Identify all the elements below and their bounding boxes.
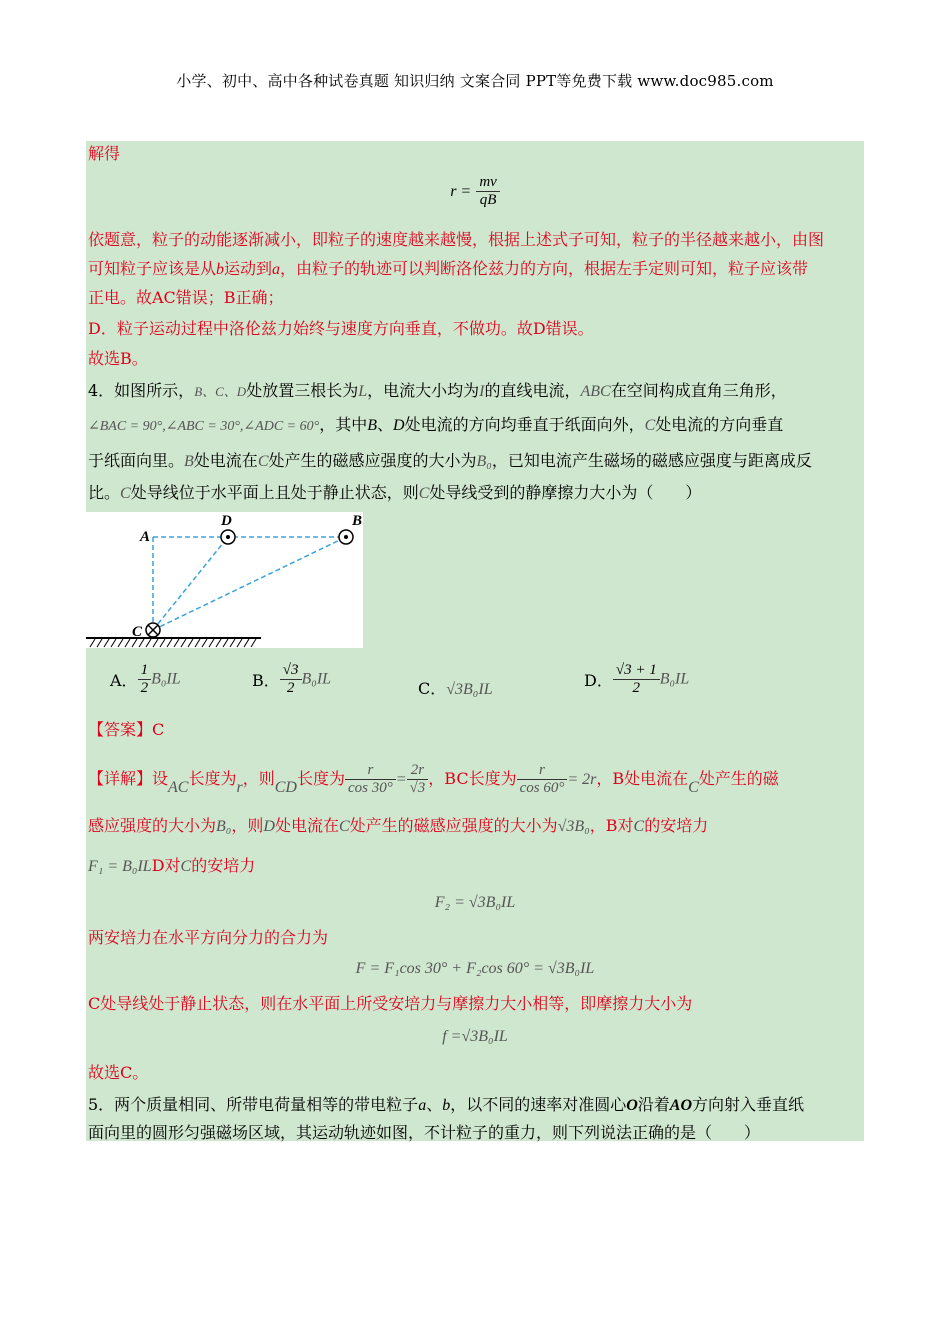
option-a-tail: B₀IL xyxy=(151,670,181,688)
line-cd xyxy=(153,537,228,630)
sol3-line2 xyxy=(88,258,808,281)
q5-line1 xyxy=(88,1094,804,1117)
option-b-num: √3 xyxy=(282,662,299,678)
q4-line4 xyxy=(88,482,701,505)
current-dot-d xyxy=(226,535,230,539)
q4-line2 xyxy=(88,414,783,438)
q4-var: L xyxy=(358,383,368,400)
q4-text: 处导线受到的静摩擦力大小为（ ） xyxy=(429,483,702,502)
q4-text: 比。 xyxy=(88,483,121,502)
detail-text: 处产生的磁 xyxy=(698,769,779,788)
option-b-label: B． xyxy=(252,671,280,690)
sol3-line1: 依题意，粒子的动能逐渐减小，即粒子的速度越来越慢，根据上述式子可知，粒子的半径越来越小，由图 xyxy=(88,230,825,249)
detail-var: B₀ xyxy=(216,818,232,835)
q5-text: 方向射入垂直纸 xyxy=(692,1095,805,1114)
detail-text: ，B处电流在 xyxy=(596,769,689,788)
formula-r-num: mv xyxy=(479,174,497,190)
label-b: B xyxy=(352,513,363,529)
ground-hatch xyxy=(86,636,266,648)
frac-den: cos 30° xyxy=(345,779,396,797)
option-b[interactable] xyxy=(252,662,331,697)
option-b-frac xyxy=(280,662,302,697)
option-a-frac xyxy=(138,662,152,697)
q4-var: C xyxy=(120,485,131,502)
formula-r-lhs: r = xyxy=(450,183,472,200)
detail-var: C xyxy=(180,858,192,875)
detail-eq: = xyxy=(395,771,407,788)
q4-text: ，电流大小均为 xyxy=(367,381,480,400)
q4-var: C xyxy=(418,485,430,502)
q4-text: 4．如图所示， xyxy=(88,381,195,400)
sol3-line4: D．粒子运动过程中洛伦兹力始终与速度方向垂直，不做功。故D错误。 xyxy=(88,319,594,338)
detail-line4: 两安培力在水平方向分力的合力为 xyxy=(88,928,329,947)
q4-var: B xyxy=(367,417,378,434)
q5-text: 沿着 xyxy=(637,1095,670,1114)
option-a[interactable] xyxy=(110,662,181,697)
detail-line3 xyxy=(88,855,255,878)
detail-text: ，BC长度为 xyxy=(428,769,517,788)
label-c: C xyxy=(132,624,143,640)
detail-text: 的安培力 xyxy=(644,816,709,835)
q4-text: 处电流在 xyxy=(193,451,258,470)
frac-den: √3 xyxy=(407,779,429,797)
detail-var: D xyxy=(263,818,275,835)
detail-text: 处电流在 xyxy=(274,816,339,835)
sol3-text: 运动到 xyxy=(224,259,273,278)
q4-text: 处放置三根长为 xyxy=(246,381,359,400)
q4-figure-svg xyxy=(86,512,363,648)
detail-line2 xyxy=(88,815,708,838)
detail-text: 的安培力 xyxy=(191,856,256,875)
formula-fsum: F = F₁cos 30° + F₂cos 60° = √3B₀IL xyxy=(355,960,595,977)
detail-text: 处产生的磁感应强度的大小为 xyxy=(349,816,558,835)
detail-text: ，则 xyxy=(242,769,275,788)
q4-var: B₀ xyxy=(476,453,492,470)
q5-var: b xyxy=(442,1097,451,1114)
sol3-text: ，由粒子的轨迹可以判断洛伦兹力的方向，根据左手定则可知，粒子应该带 xyxy=(280,259,809,278)
detail-frac-bc xyxy=(517,762,568,797)
formula-f2: F₂ = √3B₀IL xyxy=(434,894,516,911)
q4-line3 xyxy=(88,450,812,473)
q4-var: I xyxy=(479,383,485,400)
q4-text: 、 xyxy=(377,415,394,434)
option-b-tail: B₀IL xyxy=(301,670,332,688)
q4-text: 在空间构成直角三角形， xyxy=(610,381,787,400)
detail-var: CD xyxy=(274,779,297,796)
frac-num: r xyxy=(367,762,374,778)
formula-r xyxy=(86,174,864,209)
q5-line2: 面向里的圆形匀强磁场区域，其运动轨迹如图，不计粒子的重力，则下列说法正确的是（ ） xyxy=(88,1123,761,1142)
q4-text: 处产生的磁感应强度的大小为 xyxy=(268,451,477,470)
q4-var: D xyxy=(393,417,405,434)
current-dot-b xyxy=(344,535,348,539)
option-b-den: 2 xyxy=(280,679,302,697)
option-c-label: C． xyxy=(418,679,447,698)
formula-f1: F₁ = B₀IL xyxy=(88,858,152,875)
option-d-num: √3 + 1 xyxy=(615,662,657,678)
q4-var: C xyxy=(644,417,656,434)
q4-text: 的直线电流， xyxy=(484,381,581,400)
q4-figure xyxy=(86,512,363,648)
detail-text: D对 xyxy=(151,856,181,875)
q4-line1 xyxy=(88,380,787,403)
option-a-label: A． xyxy=(110,671,138,690)
sol3-line3: 正电。故AC错误；B正确； xyxy=(88,288,284,307)
q4-var: C xyxy=(257,453,269,470)
q5-text: 、 xyxy=(426,1095,443,1114)
option-d[interactable] xyxy=(584,662,689,697)
sol3-var-b: b xyxy=(216,261,225,278)
q4-text: 处导线位于水平面上且处于静止状态，则 xyxy=(130,483,419,502)
sol3-choice: 故选B。 xyxy=(88,349,148,368)
option-a-num: 1 xyxy=(140,662,149,678)
q5-var: O xyxy=(626,1097,638,1114)
option-c-expr: √3B₀IL xyxy=(446,681,493,698)
option-d-den: 2 xyxy=(613,679,660,697)
option-c[interactable] xyxy=(418,676,493,699)
detail-var: AC xyxy=(168,779,189,796)
q4-var: B xyxy=(184,453,194,470)
detail-line5: C处导线处于静止状态，则在水平面上所受安培力与摩擦力大小相等，即摩擦力大小为 xyxy=(88,994,693,1013)
formula-ff: f =√3B₀IL xyxy=(442,1028,508,1045)
q4-text: 处电流的方向垂直 xyxy=(655,415,784,434)
detail-var: C xyxy=(633,818,645,835)
detail-var: √3B₀ xyxy=(557,818,590,835)
formula-r-frac xyxy=(476,174,500,209)
detail-text: 【详解】设 xyxy=(88,769,169,788)
label-a: A xyxy=(140,529,151,545)
q5-var: AO xyxy=(669,1097,693,1114)
detail-frac-cd xyxy=(345,762,396,797)
q5-text: 5．两个质量相同、所带电荷量相等的带电粒子 xyxy=(88,1095,419,1114)
q5-var: a xyxy=(418,1097,427,1114)
q4-angles: ∠BAC = 90°,∠ABC = 30°,∠ADC = 60° xyxy=(88,419,320,434)
detail-eq: = 2r xyxy=(567,771,597,788)
q5-text: ，以不同的速率对准圆心 xyxy=(450,1095,627,1114)
detail-line1 xyxy=(88,762,779,797)
q4-var: B、C、D xyxy=(194,384,247,399)
formula-r-den: qB xyxy=(476,191,500,209)
q4-text: ，已知电流产生磁场的磁感应强度与距离成反 xyxy=(491,451,812,470)
sol3-text: 可知粒子应该是从 xyxy=(88,259,217,278)
label-d: D xyxy=(221,513,232,529)
frac-num: 2r xyxy=(410,762,425,778)
frac-den: cos 60° xyxy=(517,779,568,797)
option-a-den: 2 xyxy=(138,679,152,697)
option-d-tail: B₀IL xyxy=(659,670,690,688)
detail-choice: 故选C。 xyxy=(88,1063,149,1082)
page-header: 小学、初中、高中各种试卷真题 知识归纳 文案合同 PPT等免费下载 www.doc985.com xyxy=(176,72,774,90)
sol3-var-a: a xyxy=(272,261,281,278)
answer-label: 【答案】C xyxy=(88,720,165,739)
q4-text: 于纸面向里。 xyxy=(88,451,185,470)
detail-text: 感应强度的大小为 xyxy=(88,816,217,835)
detail-text: 长度为 xyxy=(188,769,237,788)
detail-frac-cd2 xyxy=(407,762,429,797)
q4-text: 处电流的方向均垂直于纸面向外， xyxy=(404,415,645,434)
detail-var: r xyxy=(236,779,243,796)
detail-var: C xyxy=(688,779,699,796)
option-d-label: D． xyxy=(584,671,613,690)
jiede-label: 解得 xyxy=(88,144,121,163)
detail-text: 长度为 xyxy=(296,769,345,788)
line-cb xyxy=(153,537,346,630)
frac-num: r xyxy=(539,762,545,778)
option-d-frac xyxy=(613,662,660,697)
q4-var: ABC xyxy=(580,383,611,400)
detail-text: ，B对 xyxy=(589,816,634,835)
q4-text: ，其中 xyxy=(319,415,368,434)
detail-var: C xyxy=(338,818,350,835)
detail-text: ，则 xyxy=(231,816,264,835)
